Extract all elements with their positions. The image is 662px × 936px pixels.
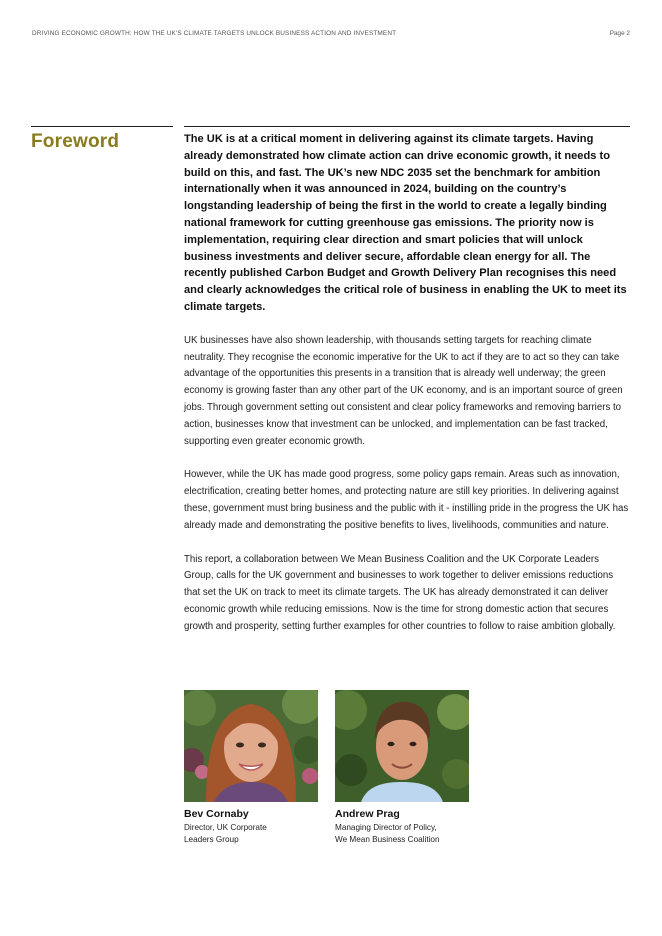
portrait-image <box>335 690 469 802</box>
section-rule-left <box>31 126 173 127</box>
lead-paragraph: The UK is at a critical moment in delivering against its climate targets. Having already demonstrated how climate action can drive economic growth, it needs to build on this, and fast. The UK’s new NDC 2035 set the benchmark for ambition internationally when it was announced in 2024, building on the country’s longstanding leadership of being the first in the world to create a legally binding national framework for cutting greenhouse gas emissions. The priority now is implementation, requiring clear direction and smart policies that will unlock business investments and deliver secure, affordable clean energy for all. The recently published Carbon Budget and Growth Delivery Plan recognises this need and clearly acknowledges the critical role of business in enabling the UK to meet its climate targets. <box>184 133 627 313</box>
section-rule-right <box>184 126 630 127</box>
person-role <box>335 822 440 846</box>
section-title: Foreword <box>31 131 120 152</box>
person-role-line: Leaders Group <box>184 835 239 844</box>
person-role-line: We Mean Business Coalition <box>335 835 440 844</box>
body-paragraph: However, while the UK has made good progress, some policy gaps remain. Areas such as innovation, electrification, creating better homes, and protecting nature are still key priorities. In delivering against these, government must bring business and the public with it - instilling pride in the progress the UK has already made and demonstrating the positive benefits to lives, livelihoods, communities and nature. <box>184 469 629 531</box>
foreword-body <box>184 131 630 636</box>
portrait-image <box>184 690 318 802</box>
page-number: Page 2 <box>609 30 630 37</box>
portrait-photo-bev-cornaby <box>184 690 318 802</box>
person-role <box>184 822 267 846</box>
portrait-photo-andrew-prag <box>335 690 469 802</box>
person-name: Bev Cornaby <box>184 808 249 820</box>
body-paragraph: UK businesses have also shown leadership, with thousands setting targets for reaching climate neutrality. They recognise the economic imperative for the UK to act if they are to act so they can take advantage of the opportunities this presents in a transition that is already well underway; the green economy is growing faster than any other part of the UK economy, and is an important source of green jobs. Through government setting out consistent and clear policy frameworks and removing barriers to action, businesses know that investment can be unlocked, and implementation can be fast tracked, supporting even greater economic growth. <box>184 334 623 447</box>
person-role-line: Managing Director of Policy, <box>335 823 437 832</box>
person-name: Andrew Prag <box>335 808 400 820</box>
body-paragraph: This report, a collaboration between We Mean Business Coalition and the UK Corporate Leaders Group, calls for the UK government and businesses to work together to deliver emissions reductions that set the UK on track to meet its climate targets. The UK has already demonstrated it can deliver economic growth while reducing emissions. Now is the time for strong domestic action that secures growth and prosperity, setting further examples for other countries to follow to raise ambition globally. <box>184 553 616 632</box>
running-header: DRIVING ECONOMIC GROWTH: HOW THE UK'S CLIMATE TARGETS UNLOCK BUSINESS ACTION AND INVESTMENT <box>32 30 397 37</box>
person-role-line: Director, UK Corporate <box>184 823 267 832</box>
